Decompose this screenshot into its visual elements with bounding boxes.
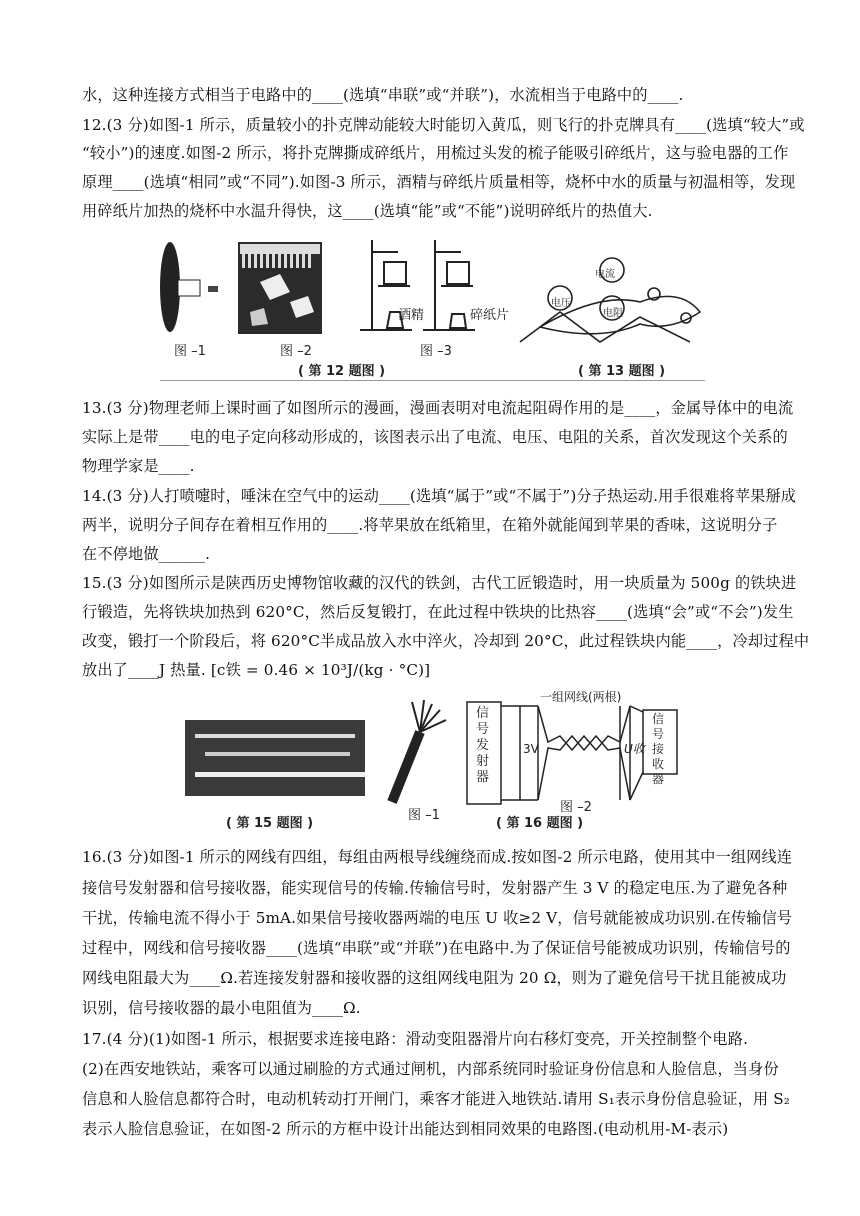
text-line: 实际上是带____电的电子定向移动形成的，该图表示出了电流、电压、电阻的关系，首次发现这个关系的 [82,428,788,446]
voltage-3v: 3V [523,742,539,756]
fig15-caption: ( 第 15 题图 ) [226,816,314,831]
receiver-label: 信号接收器 [652,712,665,786]
question-13: 13.(3 分)物理老师上课时画了如图所示的漫画，漫画表明对电流起阻碍作用的是____，金属导体中的电流 [82,399,794,417]
text-line: 水，这种连接方式相当于电路中的____(选填“串联”或“并联”)，水流相当于电路中的____. [82,86,684,104]
u-recv-label: U收 [624,742,645,756]
text-line: 用碎纸片加热的烧杯中水温升得快，这____(选填“能”或“不能”)说明碎纸片的热值大. [82,202,653,220]
circuit-figure [467,702,677,804]
fig16-caption: ( 第 16 题图 ) [496,816,584,831]
fig12-caption: ( 第 12 题图 ) [298,364,386,379]
cucumber-figure [160,242,218,332]
text-line: (2)在西安地铁站，乘客可以通过刷脸的方式通过闸机，内部系统同时验证身份信息和人脸信息，当身份 [82,1060,779,1078]
question-16: 16.(3 分)如图-1 所示的网线有四组，每组由两根导线缠绕而成.按如图-2 所示电路，使用其中一组网线连 [82,848,793,866]
fig12-sub3: 图 –3 [420,344,452,359]
text-line: 表示人脸信息验证，在如图-2 所示的方框中设计出能达到相同效果的电路图.(电动机用-M-表示) [82,1120,729,1138]
text-line: 物理学家是____. [82,457,195,475]
question-12: 12.(3 分)如图-1 所示，质量较小的扑克牌动能较大时能切入黄瓜，则飞行的扑克牌具有____(选填“较大”或 [82,116,805,134]
text-line: 两半，说明分子间存在着相互作用的____.将苹果放在纸箱里，在箱外就能闻到苹果的香味，这说明分子 [82,516,778,534]
figure-15-16 [0,692,860,832]
text-line: 信息和人脸信息都符合时，电动机转动打开闸门，乘客才能进入地铁站.请用 S₁表示身份信息验证，用 S₂ [82,1090,791,1108]
figure-12-13-drawing [0,232,860,382]
fig13-caption: ( 第 13 题图 ) [578,364,666,379]
fig16-sub2: 图 –2 [560,800,592,815]
question-15: 15.(3 分)如图所示是陕西历史博物馆收藏的汉代的铁剑，古代工匠锻造时，用一块质量为 500g 的铁块进 [82,574,797,592]
question-17: 17.(4 分)(1)如图-1 所示，根据要求连接电路：滑动变阻器滑片向右移灯变亮，开关控制整个电路. [82,1030,749,1048]
alcohol-label: 酒精 [398,308,425,323]
paper-label: 碎纸片 [470,308,510,323]
cable-figure [392,700,446,802]
text-line: 网线电阻最大为____Ω.若连接发射器和接收器的这组网线电阻为 20 Ω，则为了避免信号干扰且能被成功 [82,969,787,987]
text-line: 行锻造，先将铁块加热到 620°C，然后反复锻打，在此过程中铁块的比热容____(选填“会”或“不会”)发生 [82,603,794,621]
swords-photo [185,720,365,796]
voltage-label: 电压 [551,298,571,309]
text-line: 在不停地做______. [82,545,211,563]
fig16-sub1: 图 –1 [408,808,440,823]
text-line: 改变，锻打一个阶段后，将 620°C半成品放入水中淬火，冷却到 20°C，此过程铁块内能____，冷却过程中 [82,632,810,650]
resistance-label: 电阻 [603,308,623,319]
text-line: 过程中，网线和信号接收器____(选填“串联”或“并联”)在电路中.为了保证信号能被成功识别，传输信号的 [82,939,791,957]
figure-12-13 [0,232,860,382]
current-label: 电流 [595,269,615,280]
sender-label: 信号发射器 [476,706,490,785]
comb-photo [238,242,322,334]
fig12-sub2: 图 –2 [280,344,312,359]
text-line: 干扰，传输电流不得小于 5mA.如果信号接收器两端的电压 U 收≥2 V，信号就能被成功识别.在传输信号 [82,909,793,927]
text-line: 接信号发射器和信号接收器，能实现信号的传输.传输信号时，发射器产生 3 V 的稳定电压.为了避免各种 [82,879,788,897]
text-line: 识别，信号接收器的最小电阻值为____Ω. [82,999,361,1017]
text-line: 放出了____J 热量. [c铁 = 0.46 × 10³J/(kg · °C)] [82,661,431,679]
wire-pair-label: 一组网线(两根) [540,690,622,704]
text-line: 原理____(选填“相同”或“不同”).如图-3 所示，酒精与碎纸片质量相等，烧杯中水的质量与初温相等，发现 [82,173,796,191]
divider [160,380,705,381]
text-line: “较小”)的速度.如图-2 所示，将扑克牌撕成碎纸片，用梳过头发的梳子能吸引碎纸片，这与验电器的工作 [82,144,789,162]
question-14: 14.(3 分)人打喷嚏时，唾沫在空气中的运动____(选填“属于”或“不属于”)分子热运动.用手很难将苹果掰成 [82,487,797,505]
fig12-sub1: 图 –1 [174,344,206,359]
